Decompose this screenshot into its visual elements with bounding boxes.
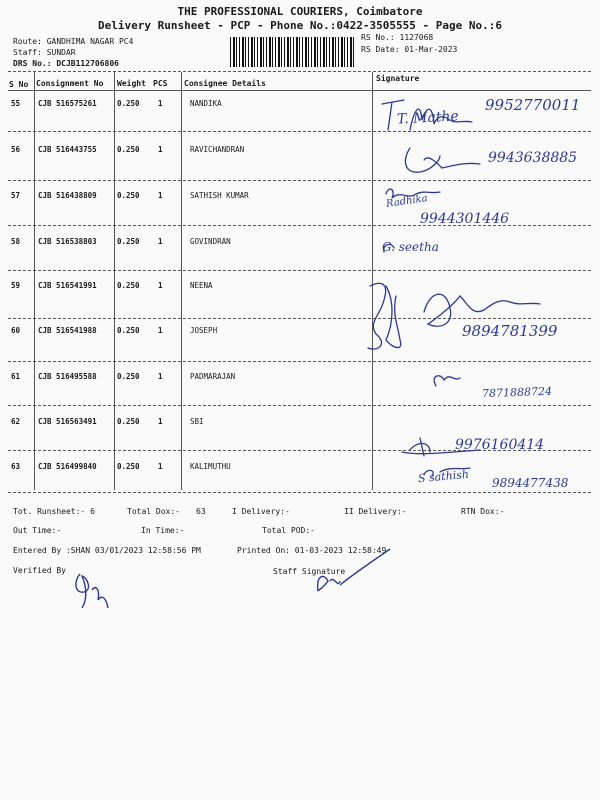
col-divider: [114, 72, 115, 490]
row-consignee: PADMARAJAN: [190, 372, 236, 381]
row-pcs: 1: [158, 417, 163, 426]
row-pcs: 1: [158, 191, 163, 200]
row-sno: 61: [11, 372, 21, 381]
row-consignee: SBI: [190, 417, 204, 426]
row-pcs: 1: [158, 372, 163, 381]
signature-text-55: T. Mathe: [396, 108, 460, 128]
entered-by: Entered By :SHAN 03/01/2023 12:58:56 PM: [13, 546, 201, 555]
total-dox-label: Total Dox:-: [127, 507, 180, 516]
row-consignee: RAVICHANDRAN: [190, 145, 245, 154]
route-label: Route: GANDHIMA NAGAR PC4: [13, 37, 134, 46]
i-delivery: I Delivery:-: [232, 507, 290, 516]
col-divider: [181, 72, 182, 490]
col-signature: Signature: [376, 74, 420, 83]
row-weight: 0.250: [117, 417, 140, 426]
rs-number: RS No.: 1127068: [361, 33, 434, 42]
row-weight: 0.250: [117, 145, 140, 154]
col-pcs: PCS: [153, 79, 168, 88]
ii-delivery: II Delivery:-: [344, 507, 407, 516]
rtn-dox: RTN Dox:-: [461, 507, 505, 516]
row-pcs: 1: [158, 281, 163, 290]
barcode: [230, 37, 355, 67]
phone-55: 9952770011: [485, 96, 581, 114]
row-sno: 55: [11, 99, 21, 108]
table-top-rule: [8, 71, 591, 72]
signature-text-57: Radhika: [385, 193, 429, 210]
verifier-signature: [70, 560, 130, 620]
row-sno: 63: [11, 462, 21, 471]
phone-63: 9894477438: [492, 476, 569, 490]
signature-text-63: S sathish: [417, 467, 470, 486]
row-consignment: CJB 516438809: [38, 191, 97, 200]
out-time: Out Time:-: [13, 526, 62, 535]
row-sno: 58: [11, 237, 21, 246]
row-consignee: NANDIKA: [190, 99, 222, 108]
row-consignee: KALIMUTHU: [190, 462, 231, 471]
row-sno: 56: [11, 145, 21, 154]
total-pod: Total POD:-: [262, 526, 315, 535]
row-consignment: CJB 516575261: [38, 99, 97, 108]
table-bottom-rule: [8, 492, 591, 493]
row-consignment: CJB 516538803: [38, 237, 97, 246]
row-consignment: CJB 516443755: [38, 145, 97, 154]
row-weight: 0.250: [117, 99, 140, 108]
row-consignee: NEENA: [190, 281, 213, 290]
staff-signature-mark: [310, 545, 400, 605]
phone-62: 9976160414: [455, 437, 545, 453]
verified-by: Verified By: [13, 566, 66, 575]
row-sno: 60: [11, 326, 21, 335]
row-pcs: 1: [158, 462, 163, 471]
row-consignment: CJB 516495588: [38, 372, 97, 381]
col-consignment: Consignment No: [36, 79, 104, 88]
row-weight: 0.250: [117, 281, 140, 290]
company-title: THE PROFESSIONAL COURIERS, Coimbatore: [177, 5, 423, 18]
phone-56: 9943638885: [488, 150, 578, 166]
row-consignment: CJB 516563491: [38, 417, 97, 426]
row-consignment: CJB 516499840: [38, 462, 97, 471]
row-weight: 0.250: [117, 326, 140, 335]
col-divider: [372, 72, 373, 490]
printed-on: Printed On: 01-03-2023 12:58:49: [237, 546, 387, 555]
phone-60: 9894781399: [462, 322, 558, 340]
row-consignment: CJB 516541988: [38, 326, 97, 335]
col-divider: [34, 72, 35, 490]
rs-date: RS Date: 01-Mar-2023: [361, 45, 458, 54]
phone-57: 9944301446: [420, 211, 510, 227]
row-weight: 0.250: [117, 462, 140, 471]
row-pcs: 1: [158, 237, 163, 246]
row-pcs: 1: [158, 326, 163, 335]
col-sno: S No: [9, 80, 29, 89]
row-consignee: SATHISH KUMAR: [190, 191, 249, 200]
row-consignee: GOVINDRAN: [190, 237, 231, 246]
row-sno: 62: [11, 417, 21, 426]
row-weight: 0.250: [117, 191, 140, 200]
staff-signature: Staff Signature: [273, 567, 346, 576]
staff-label: Staff: SUNDAR: [13, 48, 76, 57]
in-time: In Time:-: [141, 526, 185, 535]
phone-61: 7871888724: [481, 384, 553, 401]
total-dox-value: 63: [196, 507, 206, 516]
row-weight: 0.250: [117, 372, 140, 381]
col-weight: Weight: [117, 79, 146, 88]
drs-number: DRS No.: DCJB112706806: [13, 59, 119, 68]
row-consignee: JOSEPH: [190, 326, 218, 335]
signature-text-58: G. seetha: [382, 240, 439, 254]
row-pcs: 1: [158, 145, 163, 154]
row-weight: 0.250: [117, 237, 140, 246]
row-sno: 57: [11, 191, 21, 200]
row-sno: 59: [11, 281, 21, 290]
col-consignee: Consignee Details: [184, 79, 266, 88]
tot-runsheet: Tot. Runsheet:- 6: [13, 507, 95, 516]
row-consignment: CJB 516541991: [38, 281, 97, 290]
row-pcs: 1: [158, 99, 163, 108]
runsheet-subtitle: Delivery Runsheet - PCP - Phone No.:0422-3505555 - Page No.:6: [98, 19, 502, 32]
